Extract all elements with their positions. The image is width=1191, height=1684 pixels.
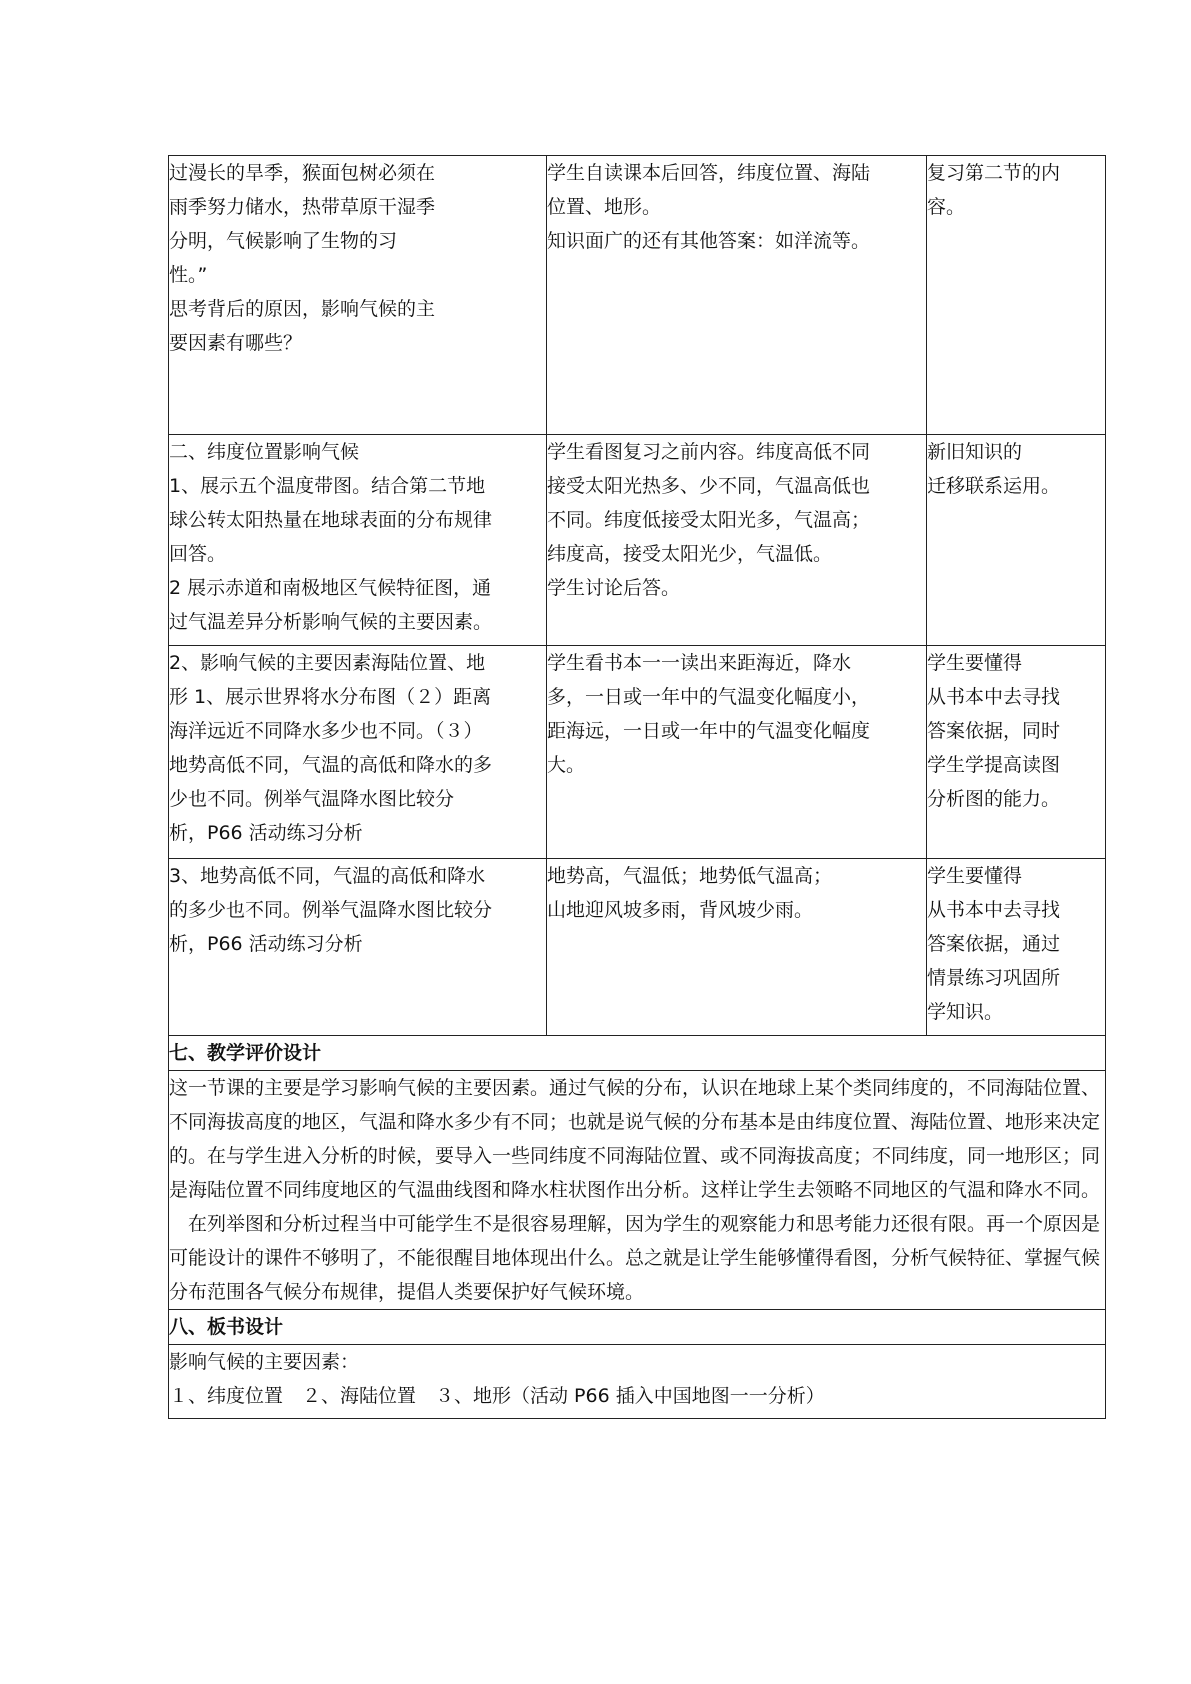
- evaluation-heading-row: [169, 1036, 1106, 1071]
- teacher-activity-cell: 过漫长的旱季，猴面包树必须在 雨季努力储水，热带草原干湿季 分明，气候影响了生物的习 性。” 思考背后的原因，影响气候的主 要因素有哪些？: [169, 156, 547, 435]
- table-row: [169, 156, 1106, 435]
- table-row: [169, 646, 1106, 859]
- student-activity-cell: 学生看书本一一读出来距海近，降水 多，一日或一年中的气温变化幅度小， 距海远，一日或一年中的气温变化幅度 大。: [547, 646, 927, 859]
- lesson-plan-table: [168, 155, 1106, 1419]
- teacher-activity-cell: 二、纬度位置影响气候 1、展示五个温度带图。结合第二节地 球公转太阳热量在地球表面的分布规律 回答。 2 展示赤道和南极地区气候特征图，通 过气温差异分析影响气候的主要因素。: [169, 435, 547, 646]
- lesson-plan-page: [168, 155, 1105, 1419]
- evaluation-title: 七、教学评价设计: [169, 1036, 1106, 1071]
- teacher-activity-cell: 2、影响气候的主要因素海陆位置、地 形 1、展示世界将水分布图（２）距离 海洋远近不同降水多少也不同。（３） 地势高低不同，气温的高低和降水的多 少也不同。例举气温降水图比较分 析，P66 活动练习分析: [169, 646, 547, 859]
- table-row: [169, 859, 1106, 1036]
- board-heading-row: [169, 1310, 1106, 1345]
- design-intent-cell: 学生要懂得 从书本中去寻找 答案依据，通过 情景练习巩固所 学知识。: [927, 859, 1106, 1036]
- evaluation-body-row: [169, 1071, 1106, 1310]
- design-intent-cell: 学生要懂得 从书本中去寻找 答案依据，同时 学生学提高读图 分析图的能力。: [927, 646, 1106, 859]
- table-row: [169, 435, 1106, 646]
- board-body: [169, 1345, 1106, 1419]
- board-line: １、纬度位置 ２、海陆位置 ３、地形（活动 P66 插入中国地图一一分析）: [169, 1385, 825, 1407]
- board-body-row: [169, 1345, 1106, 1419]
- evaluation-paragraph: 在列举图和分析过程当中可能学生不是很容易理解，因为学生的观察能力和思考能力还很有限。再一个原因是可能设计的课件不够明了，不能很醒目地体现出什么。总之就是让学生能够懂得看图，分析气候特征、掌握气候分布范围各气候分布规律，提倡人类要保护好气候环境。: [169, 1213, 1101, 1303]
- evaluation-paragraph: 这一节课的主要是学习影响气候的主要因素。通过气候的分布，认识在地球上某个类同纬度的，不同海陆位置、不同海拔高度的地区，气温和降水多少有不同；也就是说气候的分布基本是由纬度位置、海陆位置、地形来决定的。在与学生进入分析的时候，要导入一些同纬度不同海陆位置、或不同海拔高度；不同纬度，同一地形区；同是海陆位置不同纬度地区的气温曲线图和降水柱状图作出分析。这样让学生去领略不同地区的气温和降水不同。: [169, 1077, 1101, 1201]
- student-activity-cell: 学生自读课本后回答，纬度位置、海陆 位置、地形。 知识面广的还有其他答案：如洋流等。: [547, 156, 927, 435]
- student-activity-cell: 地势高，气温低；地势低气温高； 山地迎风坡多雨，背风坡少雨。: [547, 859, 927, 1036]
- design-intent-cell: 复习第二节的内 容。: [927, 156, 1106, 435]
- evaluation-body: [169, 1071, 1106, 1310]
- teacher-activity-cell: 3、地势高低不同，气温的高低和降水 的多少也不同。例举气温降水图比较分 析，P66 活动练习分析: [169, 859, 547, 1036]
- board-line: 影响气候的主要因素：: [169, 1351, 360, 1373]
- student-activity-cell: 学生看图复习之前内容。纬度高低不同 接受太阳光热多、少不同，气温高低也 不同。纬度低接受太阳光多，气温高； 纬度高，接受太阳光少，气温低。 学生讨论后答。: [547, 435, 927, 646]
- board-title: 八、板书设计: [169, 1310, 1106, 1345]
- design-intent-cell: 新旧知识的 迁移联系运用。: [927, 435, 1106, 646]
